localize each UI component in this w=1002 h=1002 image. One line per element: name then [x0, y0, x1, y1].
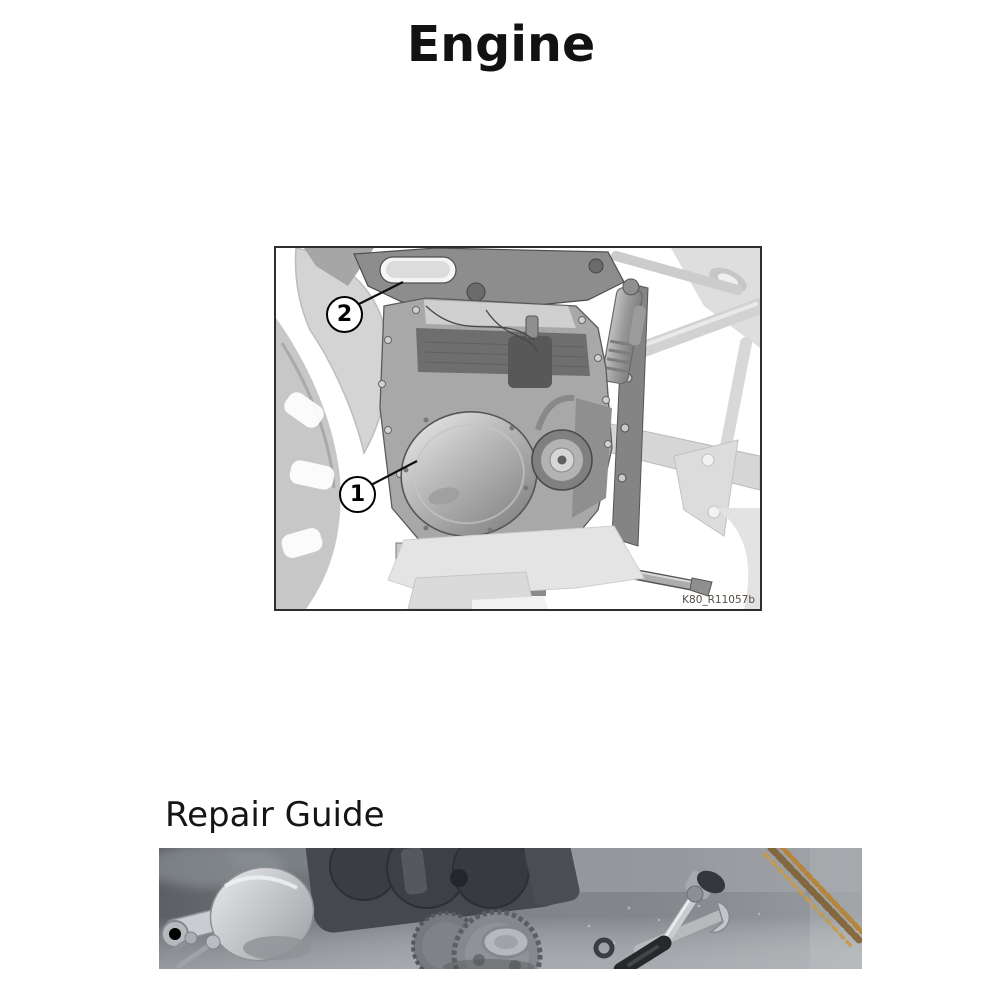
- workshop-stand: [388, 526, 644, 609]
- timing-gears: [413, 912, 540, 969]
- callout-marker-2[interactable]: [326, 296, 363, 333]
- section-heading: Repair Guide: [165, 795, 385, 835]
- callout-number: 2: [336, 301, 353, 327]
- page-title: Engine: [406, 16, 596, 73]
- callout-number: 1: [349, 481, 366, 507]
- engine-figure: [274, 246, 762, 611]
- repair-guide-banner[interactable]: [159, 848, 862, 969]
- callout-marker-1[interactable]: [339, 476, 376, 513]
- repair-guide-banner-image: [159, 848, 862, 969]
- figure-caption: K80_R11057b: [682, 594, 755, 606]
